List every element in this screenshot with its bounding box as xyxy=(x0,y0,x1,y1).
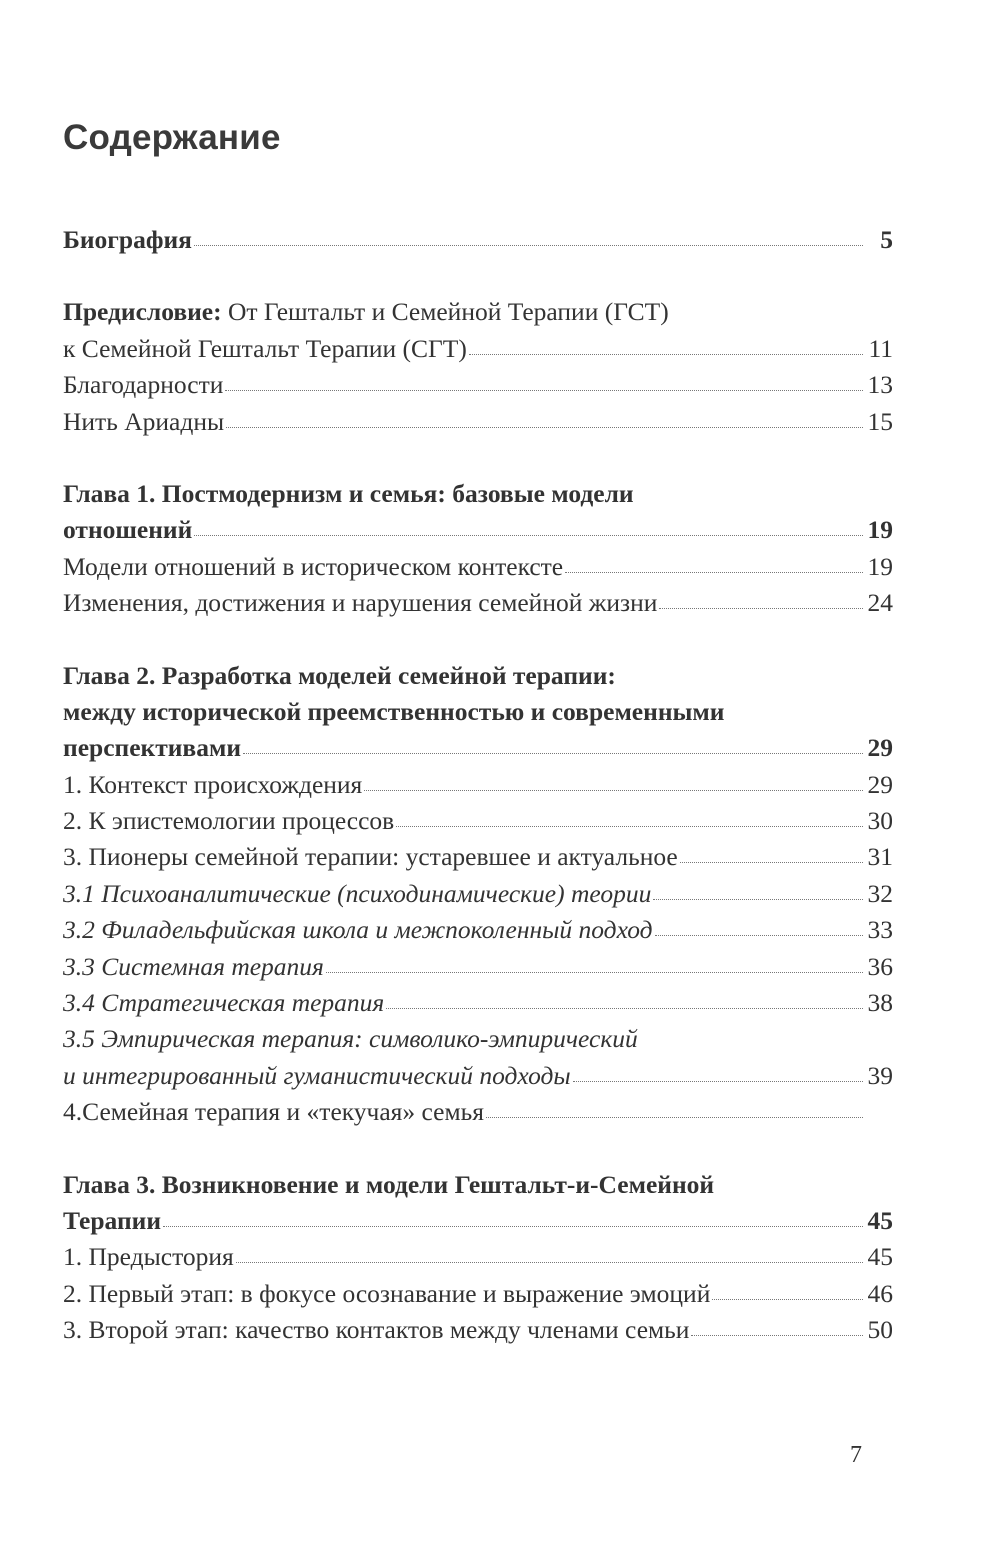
dot-leader xyxy=(573,1081,863,1082)
toc-entry-title: Нить Ариадны xyxy=(63,406,225,436)
page-title: Содержание xyxy=(63,118,281,157)
toc-entry-title: 3.3 Системная терапия xyxy=(63,951,324,981)
toc-entry-page: 19 xyxy=(867,515,893,545)
toc-entry[interactable] xyxy=(63,730,893,766)
dot-leader xyxy=(469,354,863,355)
dot-leader xyxy=(225,390,863,391)
toc-entry-title: 3.4 Стратегическая терапия xyxy=(63,988,385,1018)
toc-section xyxy=(63,476,893,622)
toc-entry-page: 29 xyxy=(867,769,893,799)
toc-entry-page: 39 xyxy=(867,1060,893,1090)
toc-entry-title: 3.1 Психоаналитические (психодинамические) теории xyxy=(63,878,652,908)
toc-entry-title: к Семейной Гештальт Терапии (СГТ) xyxy=(63,333,467,363)
toc-entry-title: Терапии xyxy=(63,1205,162,1235)
toc-line: Глава 3. Возникновение и модели Гештальт-и-Семейной xyxy=(63,1169,715,1199)
toc-section xyxy=(63,294,893,440)
toc-entry-page: 32 xyxy=(867,878,893,908)
toc-entry[interactable] xyxy=(63,949,893,985)
page-number: 7 xyxy=(850,1442,862,1468)
toc-entry-title: 2. К эпистемологии процессов xyxy=(63,806,395,836)
toc-entry-title: 3.2 Филадельфийская школа и межпоколенный подход xyxy=(63,915,653,945)
dot-leader xyxy=(243,753,863,754)
toc-entry-page: 50 xyxy=(867,1315,893,1345)
toc-entry[interactable] xyxy=(63,367,893,403)
toc-entry-page: 31 xyxy=(867,842,893,872)
dot-leader xyxy=(226,427,863,428)
toc-entry[interactable] xyxy=(63,549,893,585)
toc-entry[interactable] xyxy=(63,1058,893,1094)
toc-heading-text: От Гештальт и Семейной Терапии (ГСТ) xyxy=(221,297,669,327)
toc-entry-page: 36 xyxy=(867,951,893,981)
toc-entry-title: 4.Семейная терапия и «текучая» семья xyxy=(63,1097,484,1127)
toc-entry[interactable] xyxy=(63,985,893,1021)
toc-entry-page: 29 xyxy=(867,733,893,763)
dot-leader xyxy=(565,572,863,573)
dot-leader xyxy=(194,535,863,536)
toc-entry[interactable] xyxy=(63,767,893,803)
toc-entry-page: 19 xyxy=(867,551,893,581)
toc-entry-title: перспективами xyxy=(63,733,242,763)
toc-entry[interactable] xyxy=(63,512,893,548)
toc-line: Глава 2. Разработка моделей семейной терапии: xyxy=(63,660,616,690)
toc-entry-title: Изменения, достижения и нарушения семейной жизни xyxy=(63,588,658,618)
dot-leader xyxy=(691,1335,863,1336)
toc-entry-title: Биография xyxy=(63,225,192,254)
toc-entry-page: 46 xyxy=(867,1278,893,1308)
toc-section xyxy=(63,222,893,258)
toc-entry[interactable] xyxy=(63,585,893,621)
toc-heading-label: Предисловие: xyxy=(63,297,222,327)
dot-leader xyxy=(364,790,863,791)
toc-entry-title: 3. Второй этап: качество контактов между членами семьи xyxy=(63,1315,690,1345)
toc-entry-page: 38 xyxy=(867,988,893,1018)
dot-leader xyxy=(386,1008,863,1009)
toc-line: 3.5 Эмпирическая терапия: символико-эмпирический xyxy=(63,1024,638,1054)
toc-entry-title: 3. Пионеры семейной терапии: устаревшее и актуальное xyxy=(63,842,678,872)
toc-entry-title: 2. Первый этап: в фокусе осознавание и выражение эмоций xyxy=(63,1278,711,1308)
toc-entry[interactable] xyxy=(63,876,893,912)
dot-leader xyxy=(655,935,863,936)
toc-entry-title: отношений xyxy=(63,515,193,545)
toc-entry[interactable] xyxy=(63,912,893,948)
toc-entry-page: 5 xyxy=(880,225,893,254)
toc-section xyxy=(63,1167,893,1349)
dot-leader xyxy=(712,1299,863,1300)
toc-entry-page: 13 xyxy=(867,370,893,400)
toc-entry[interactable] xyxy=(63,1312,893,1348)
toc-line: Глава 1. Постмодернизм и семья: базовые модели xyxy=(63,478,634,508)
toc-entry-title: 1. Предыстория xyxy=(63,1242,234,1272)
toc-entry[interactable] xyxy=(63,803,893,839)
dot-leader xyxy=(396,826,863,827)
dot-leader xyxy=(486,1117,863,1118)
toc-entry-page: 24 xyxy=(867,588,893,618)
toc-entry[interactable] xyxy=(63,331,893,367)
toc-heading xyxy=(63,294,893,330)
toc-entry-page: 45 xyxy=(867,1205,893,1235)
toc-entry-page: 33 xyxy=(867,915,893,945)
toc-entry-title: и интегрированный гуманистический подходы xyxy=(63,1060,571,1090)
dot-leader xyxy=(653,899,863,900)
dot-leader xyxy=(236,1262,863,1263)
toc-entry[interactable] xyxy=(63,222,893,258)
toc-entry[interactable] xyxy=(63,839,893,875)
toc-entry[interactable] xyxy=(63,1094,893,1130)
table-of-contents xyxy=(63,222,893,1349)
toc-entry-page: 45 xyxy=(867,1242,893,1272)
dot-leader xyxy=(326,972,863,973)
toc-section xyxy=(63,658,893,1131)
dot-leader xyxy=(163,1226,863,1227)
toc-entry-page: 15 xyxy=(867,406,893,436)
toc-entry[interactable] xyxy=(63,1239,893,1275)
toc-line: между исторической преемственностью и современными xyxy=(63,696,725,726)
dot-leader xyxy=(194,245,863,246)
toc-entry-title: 1. Контекст происхождения xyxy=(63,769,363,799)
toc-entry[interactable] xyxy=(63,1203,893,1239)
toc-entry-title: Благодарности xyxy=(63,370,224,400)
toc-entry[interactable] xyxy=(63,1276,893,1312)
toc-entry-page: 11 xyxy=(868,333,893,363)
dot-leader xyxy=(680,862,863,863)
dot-leader xyxy=(659,608,863,609)
toc-entry[interactable] xyxy=(63,404,893,440)
toc-entry-title: Модели отношений в историческом контексте xyxy=(63,551,564,581)
toc-entry-page: 30 xyxy=(867,806,893,836)
